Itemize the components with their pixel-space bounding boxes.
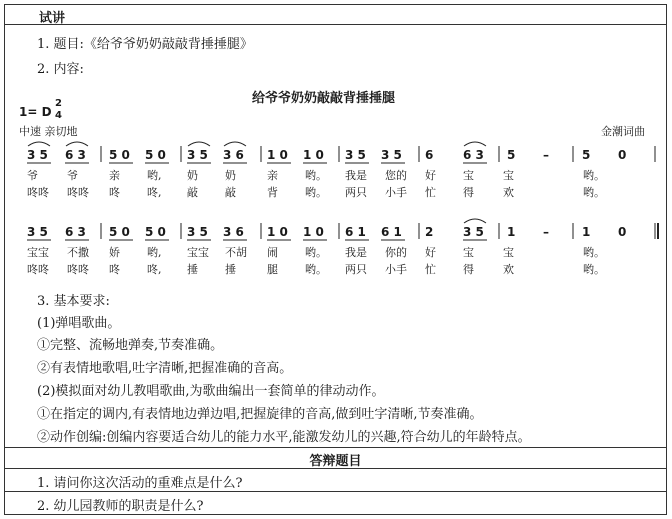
- lyric-verse-1: 好: [425, 169, 436, 182]
- lyric-verse-2: 咚咚: [67, 263, 89, 276]
- lyric-verse-2: 得: [463, 186, 474, 199]
- lyric-verse-1: 不胡: [225, 246, 247, 259]
- lyric-verse-2: 哟。: [305, 263, 327, 276]
- lyric-verse-2: 腿: [267, 263, 278, 276]
- lyric-verse-2: 欢: [503, 263, 514, 276]
- lyric-verse-1: 哟。: [583, 246, 605, 259]
- note-group: 6 3: [65, 148, 86, 162]
- lyric-verse-1: 您的: [385, 169, 407, 182]
- lyric-verse-1: 我是: [345, 246, 367, 259]
- note-group: 2: [425, 225, 434, 239]
- note-group: –: [543, 148, 549, 162]
- lyric-verse-1: 宝: [463, 169, 474, 182]
- time-signature-top: 2: [55, 98, 62, 109]
- lyric-verse-1: 宝: [463, 246, 474, 259]
- section-header-trial: 试讲: [39, 11, 66, 26]
- note-group: 3 5: [345, 148, 366, 162]
- note-group: 6 1: [381, 225, 402, 239]
- lyric-verse-2: 咚咚: [27, 186, 49, 199]
- note-group: 0: [618, 225, 627, 239]
- section-header-defense: 答辩题目: [309, 454, 362, 469]
- lyric-verse-2: 咚,: [147, 263, 162, 276]
- content-line: 2. 内容:: [37, 62, 84, 77]
- note-group: 3 6: [223, 148, 244, 162]
- note-group: 6 1: [345, 225, 366, 239]
- lyric-verse-1: 我是: [345, 169, 367, 182]
- note-group: 1 0: [303, 225, 324, 239]
- lyric-verse-1: 哟,: [147, 169, 162, 182]
- note-group: 5 0: [109, 148, 130, 162]
- note-group: 0: [618, 148, 627, 162]
- note-group: –: [543, 225, 549, 239]
- lyric-verse-2: 小手: [385, 263, 407, 276]
- note-group: 3 5: [27, 225, 48, 239]
- lyric-verse-2: 忙: [425, 263, 436, 276]
- lyric-verse-1: 爷: [27, 169, 38, 182]
- note-group: 5 0: [145, 225, 166, 239]
- note-group: 5 0: [145, 148, 166, 162]
- lyric-verse-2: 两只: [345, 263, 367, 276]
- lyric-verse-2: 敲: [187, 186, 198, 199]
- note-group: 5 0: [109, 225, 130, 239]
- lyric-verse-1: 哟。: [583, 169, 605, 182]
- requirement-line: (2)模拟面对幼儿教唱歌曲,为歌曲编出一套简单的律动动作。: [37, 384, 385, 399]
- requirement-line: ①在指定的调内,有表情地边弹边唱,把握旋律的音高,做到吐字清晰,节奏准确。: [37, 407, 483, 422]
- lyric-verse-1: 宝: [503, 246, 514, 259]
- key-signature: 1= D: [19, 105, 52, 119]
- song-title: 给爷爷奶奶敲敲背捶捶腿: [252, 91, 396, 106]
- lyric-verse-2: 小手: [385, 186, 407, 199]
- note-group: 6 3: [463, 148, 484, 162]
- lyric-verse-1: 好: [425, 246, 436, 259]
- question-line: 1. 请问你这次活动的重难点是什么?: [37, 476, 243, 491]
- lyric-verse-1: 亲: [267, 169, 278, 182]
- requirement-line: ②动作创编:创编内容要适合幼儿的能力水平,能激发幼儿的兴趣,符合幼儿的年龄特点。: [37, 430, 531, 445]
- lyric-verse-2: 哟。: [305, 186, 327, 199]
- lyric-verse-2: 哟。: [583, 186, 605, 199]
- lyric-verse-2: 咚咚: [67, 186, 89, 199]
- lyric-verse-2: 咚: [109, 186, 120, 199]
- lyric-verse-2: 捶: [225, 263, 236, 276]
- lyric-verse-1: 娇: [109, 246, 120, 259]
- note-group: 3 6: [223, 225, 244, 239]
- lyric-verse-2: 咚,: [147, 186, 162, 199]
- note-group: 3 5: [187, 225, 208, 239]
- lyric-verse-1: 宝宝: [187, 246, 209, 259]
- lyric-verse-2: 敲: [225, 186, 236, 199]
- lyric-verse-1: 奶: [187, 169, 198, 182]
- requirement-line: (1)弹唱歌曲。: [37, 316, 121, 331]
- note-group: 6: [425, 148, 434, 162]
- note-group: 1 0: [267, 148, 288, 162]
- lyric-verse-2: 得: [463, 263, 474, 276]
- note-group: 3 5: [27, 148, 48, 162]
- lyric-verse-2: 两只: [345, 186, 367, 199]
- lyric-verse-1: 爷: [67, 169, 78, 182]
- time-signature-bottom: 4: [55, 110, 62, 121]
- note-group: 3 5: [463, 225, 484, 239]
- requirement-line: ②有表情地歌唱,吐字清晰,把握准确的音高。: [37, 361, 293, 376]
- lyric-verse-1: 亲: [109, 169, 120, 182]
- tempo-marking: 中速 亲切地: [19, 125, 78, 138]
- note-group: 1: [582, 225, 591, 239]
- note-group: 5: [582, 148, 591, 162]
- lyric-verse-2: 忙: [425, 186, 436, 199]
- lyric-verse-1: 宝: [503, 169, 514, 182]
- note-group: 6 3: [65, 225, 86, 239]
- document-table: [4, 4, 667, 515]
- author-credit: 金潮词曲: [601, 125, 645, 138]
- requirements-heading: 3. 基本要求:: [37, 294, 110, 309]
- note-group: 3 5: [381, 148, 402, 162]
- note-group: 5: [507, 148, 516, 162]
- requirement-line: ①完整、流畅地弹奏,节奏准确。: [37, 338, 224, 353]
- lyric-verse-2: 背: [267, 186, 278, 199]
- note-group: 3 5: [187, 148, 208, 162]
- lyric-verse-1: 闹: [267, 246, 278, 259]
- lyric-verse-1: 你的: [385, 246, 407, 259]
- note-group: 1 0: [303, 148, 324, 162]
- lyric-verse-1: 哟,: [147, 246, 162, 259]
- lyric-verse-1: 奶: [225, 169, 236, 182]
- lyric-verse-2: 咚: [109, 263, 120, 276]
- lyric-verse-2: 哟。: [583, 263, 605, 276]
- lyric-verse-1: 哟。: [305, 246, 327, 259]
- lyric-verse-1: 宝宝: [27, 246, 49, 259]
- slur: [464, 219, 486, 223]
- lyric-verse-2: 咚咚: [27, 263, 49, 276]
- lyric-verse-1: 不撒: [67, 246, 89, 259]
- question-line: 2. 幼儿园教师的职责是什么?: [37, 499, 204, 514]
- lyric-verse-2: 欢: [503, 186, 514, 199]
- note-group: 1 0: [267, 225, 288, 239]
- topic-line: 1. 题目:《给爷爷奶奶敲敲背捶捶腿》: [37, 37, 253, 52]
- lyric-verse-1: 哟。: [305, 169, 327, 182]
- note-group: 1: [507, 225, 516, 239]
- lyric-verse-2: 捶: [187, 263, 198, 276]
